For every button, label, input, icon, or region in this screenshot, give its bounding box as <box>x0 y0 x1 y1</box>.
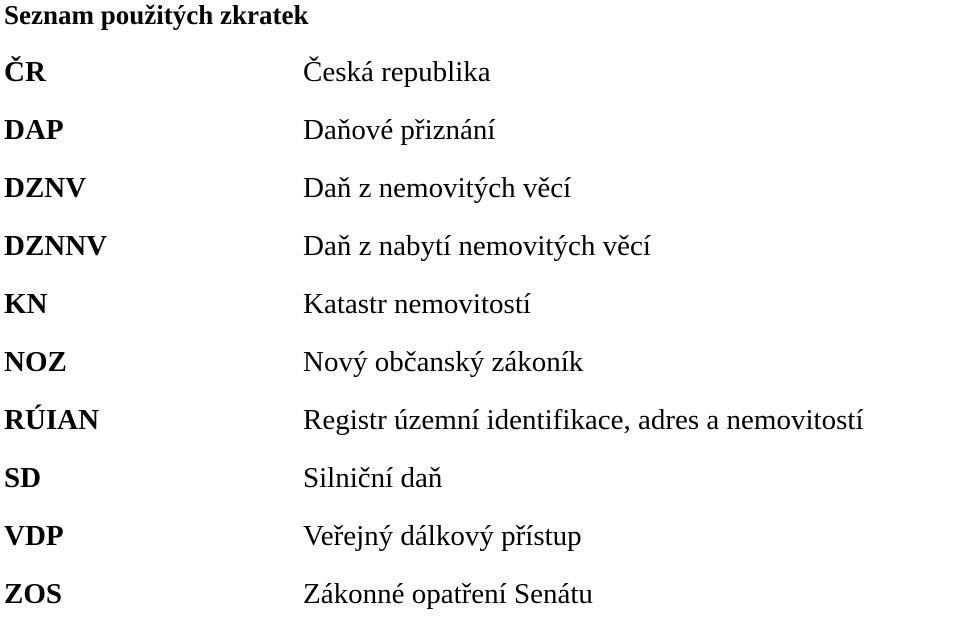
abbreviation-code: RÚIAN <box>4 404 100 436</box>
abbreviation-meaning: Silniční daň <box>303 462 443 494</box>
abbreviation-row <box>0 335 960 393</box>
abbreviation-code: KN <box>4 288 48 320</box>
abbreviation-meaning: Katastr nemovitostí <box>303 288 531 320</box>
abbreviation-row <box>0 45 960 103</box>
abbreviation-row <box>0 509 960 567</box>
page-title: Seznam použitých zkratek <box>4 0 309 30</box>
abbreviation-code: DZNNV <box>4 230 108 262</box>
abbreviation-code: VDP <box>4 520 64 552</box>
abbreviation-meaning: Česká republika <box>303 56 491 88</box>
abbreviation-meaning: Daňové přiznání <box>303 114 496 146</box>
abbreviation-meaning: Zákonné opatření Senátu <box>303 578 593 610</box>
abbreviation-code: NOZ <box>4 346 67 378</box>
abbreviation-row <box>0 219 960 277</box>
abbreviation-meaning: Veřejný dálkový přístup <box>303 520 582 552</box>
abbreviation-row <box>0 393 960 451</box>
abbreviation-row <box>0 161 960 219</box>
abbreviation-list <box>0 45 960 625</box>
abbreviation-code: ČR <box>4 56 46 88</box>
abbreviation-meaning: Daň z nabytí nemovitých věcí <box>303 230 651 262</box>
abbreviation-row <box>0 103 960 161</box>
abbreviation-row <box>0 277 960 335</box>
abbreviation-row <box>0 567 960 625</box>
abbreviation-code: DAP <box>4 114 64 146</box>
abbreviation-meaning: Nový občanský zákoník <box>303 346 584 378</box>
abbreviation-code: DZNV <box>4 172 87 204</box>
abbreviation-row <box>0 451 960 509</box>
abbreviation-code: ZOS <box>4 578 63 610</box>
abbreviation-meaning: Daň z nemovitých věcí <box>303 172 572 204</box>
abbreviation-meaning: Registr územní identifikace, adres a nemovitostí <box>303 404 864 436</box>
abbreviation-code: SD <box>4 462 42 494</box>
